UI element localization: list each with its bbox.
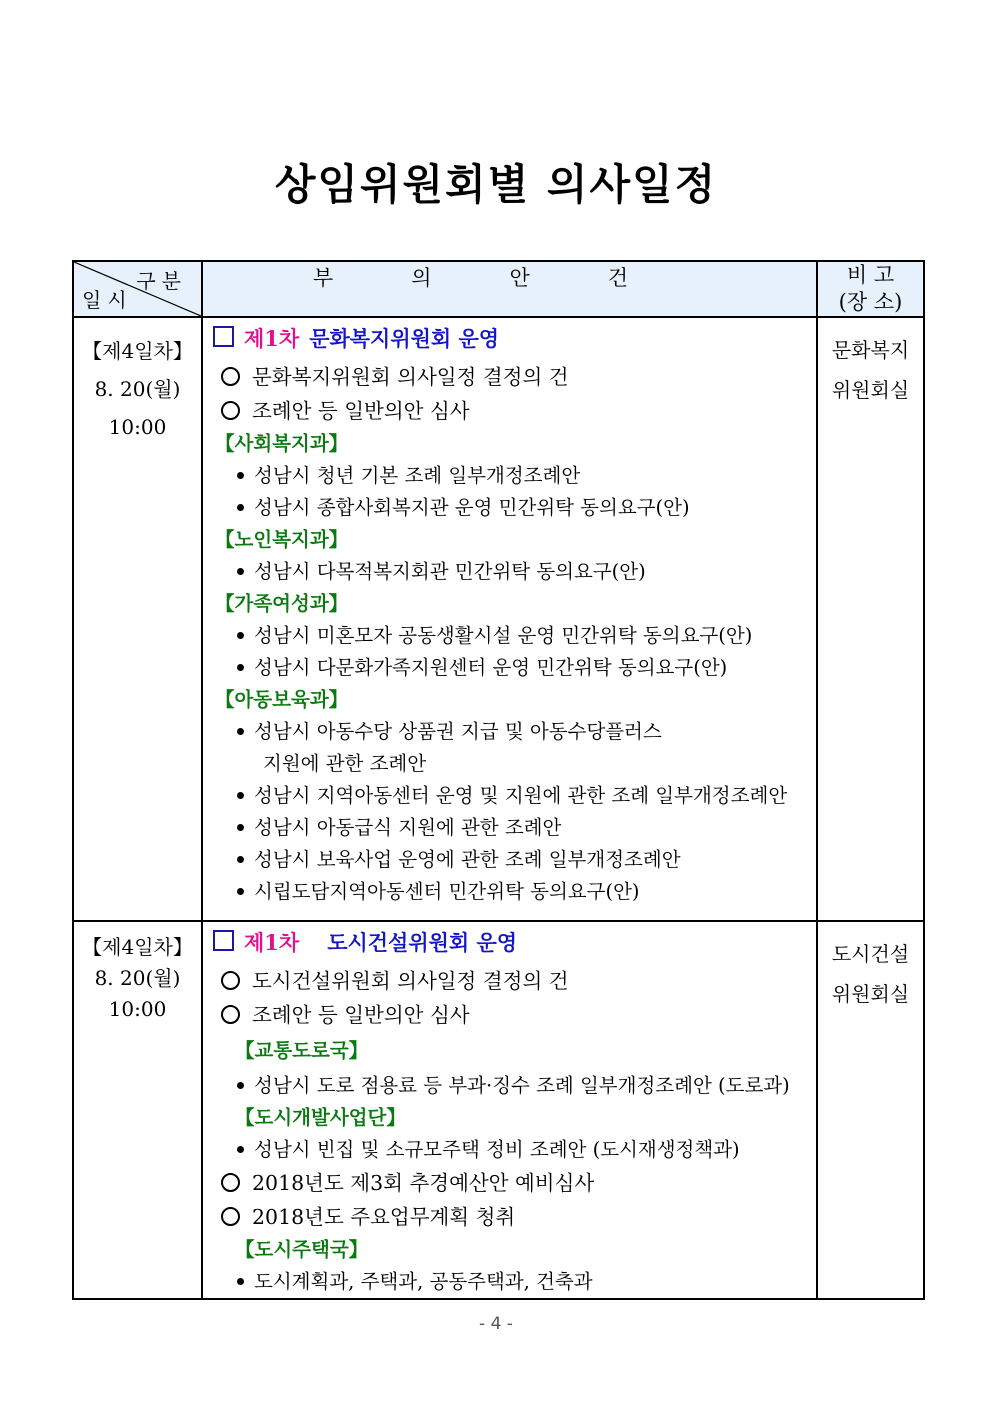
item-text: 조례안 등 일반의안 심사	[252, 1003, 470, 1027]
list-item	[211, 876, 816, 908]
dept-label: 【사회복지과】	[215, 432, 349, 455]
session-number: 제1차	[244, 326, 300, 351]
list-item	[211, 1070, 816, 1102]
item-text: 문화복지위원회 의사일정 결정의 건	[252, 365, 569, 389]
item-text: 성남시 청년 기본 조례 일부개정조례안	[254, 464, 581, 487]
bullet-dot-icon	[237, 824, 244, 831]
list-item	[211, 1134, 816, 1166]
bullet-dot-icon	[237, 888, 244, 895]
list-item	[211, 998, 816, 1032]
item-text: 성남시 지역아동센터 운영 및 지원에 관한 조례 일부개정조례안	[254, 784, 788, 807]
date-value: 8. 20(월)	[94, 966, 181, 990]
table-row	[73, 921, 924, 1299]
agenda-cell	[202, 921, 817, 1299]
checkbox-square-icon	[213, 930, 234, 951]
note-line2: 위원회실	[831, 982, 910, 1006]
bullet-dot-icon	[237, 664, 244, 671]
ilsi-label: 일시	[82, 288, 133, 312]
list-item	[211, 1200, 816, 1234]
dept-label: 【도시개발사업단】	[235, 1106, 406, 1129]
date-day-label: 【제4일차】	[82, 935, 193, 959]
list-item	[211, 620, 816, 652]
circle-bullet-icon	[221, 1207, 240, 1226]
bullet-dot-icon	[237, 728, 244, 735]
item-text: 시립도담지역아동센터 민간위탁 동의요구(안)	[254, 880, 640, 903]
gubun-label: 구분	[136, 269, 187, 293]
session-heading	[211, 922, 816, 964]
bullet-dot-icon	[237, 632, 244, 639]
item-continuation: 지원에 관한 조례안	[263, 752, 427, 775]
item-text: 성남시 미혼모자 공동생활시설 운영 민간위탁 동의요구(안)	[254, 624, 753, 647]
item-text: 성남시 종합사회복지관 운영 민간위탁 동의요구(안)	[254, 496, 690, 519]
note-line1: 도시건설	[831, 942, 910, 966]
note-line2: 위원회실	[831, 378, 910, 402]
circle-bullet-icon	[221, 401, 240, 420]
bullet-dot-icon	[237, 1082, 244, 1089]
list-item	[211, 492, 816, 524]
date-cell	[73, 317, 202, 921]
bullet-dot-icon	[237, 1146, 244, 1153]
item-text: 성남시 다문화가족지원센터 운영 민간위탁 동의요구(안)	[254, 656, 728, 679]
note-header-line2: (장 소)	[838, 290, 903, 314]
item-text: 성남시 보육사업 운영에 관한 조례 일부개정조례안	[254, 848, 681, 871]
list-item	[211, 394, 816, 428]
item-text: 성남시 빈집 및 소규모주택 정비 조례안 (도시재생정책과)	[254, 1138, 740, 1161]
bullet-dot-icon	[237, 792, 244, 799]
list-item	[211, 1266, 816, 1298]
list-item	[211, 360, 816, 394]
time-value: 10:00	[108, 415, 167, 439]
session-name: 문화복지위원회 운영	[309, 326, 500, 351]
bullet-dot-icon	[237, 856, 244, 863]
note-header	[817, 261, 924, 317]
agenda-cell	[202, 317, 817, 921]
list-item	[211, 556, 816, 588]
circle-bullet-icon	[221, 1005, 240, 1024]
dept-label: 【노인복지과】	[215, 528, 349, 551]
diagonal-header-cell	[73, 261, 202, 317]
schedule-table	[72, 260, 925, 1300]
list-item	[211, 1166, 816, 1200]
note-cell	[817, 317, 924, 921]
session-heading	[211, 318, 816, 360]
item-text: 도시계획과, 주택과, 공동주택과, 건축과	[254, 1270, 593, 1293]
table-row	[73, 317, 924, 921]
note-line1: 문화복지	[831, 338, 910, 362]
date-cell	[73, 921, 202, 1299]
circle-bullet-icon	[221, 1173, 240, 1192]
circle-bullet-icon	[221, 367, 240, 386]
list-item	[211, 780, 816, 812]
dept-label: 【아동보육과】	[215, 688, 349, 711]
bullet-dot-icon	[237, 472, 244, 479]
item-text: 성남시 아동급식 지원에 관한 조례안	[254, 816, 562, 839]
list-item	[211, 460, 816, 492]
bullet-dot-icon	[237, 504, 244, 511]
list-item	[211, 964, 816, 998]
agenda-header: 부의안건	[202, 261, 817, 317]
dept-label: 【교통도로국】	[235, 1039, 369, 1062]
date-value: 8. 20(월)	[94, 377, 181, 401]
bullet-dot-icon	[237, 568, 244, 575]
checkbox-square-icon	[213, 326, 234, 347]
note-header-line1: 비 고	[846, 263, 895, 287]
dept-label: 【도시주택국】	[235, 1238, 369, 1261]
page-number: - 4 -	[479, 1314, 513, 1334]
session-name: 도시건설위원회 운영	[327, 930, 518, 955]
list-item	[211, 812, 816, 844]
dept-label: 【가족여성과】	[215, 592, 349, 615]
item-text: 도시건설위원회 의사일정 결정의 건	[252, 969, 569, 993]
item-text: 조례안 등 일반의안 심사	[252, 399, 470, 423]
time-value: 10:00	[108, 997, 167, 1021]
item-text: 성남시 도로 점용료 등 부과·징수 조례 일부개정조례안 (도로과)	[254, 1074, 790, 1097]
list-item	[211, 652, 816, 684]
list-item	[211, 716, 816, 748]
bullet-dot-icon	[237, 1278, 244, 1285]
item-text: 2018년도 제3회 추경예산안 예비심사	[252, 1171, 595, 1195]
item-text: 성남시 다목적복지회관 민간위탁 동의요구(안)	[254, 560, 646, 583]
table-header-row	[73, 261, 924, 317]
session-number: 제1차	[244, 930, 300, 955]
item-text: 성남시 아동수당 상품권 지급 및 아동수당플러스	[254, 720, 662, 743]
circle-bullet-icon	[221, 971, 240, 990]
page-title: 상임위원회별 의사일정	[274, 160, 718, 209]
date-day-label: 【제4일차】	[82, 339, 193, 363]
item-text: 2018년도 주요업무계획 청취	[252, 1205, 516, 1229]
note-cell	[817, 921, 924, 1299]
list-item	[211, 844, 816, 876]
